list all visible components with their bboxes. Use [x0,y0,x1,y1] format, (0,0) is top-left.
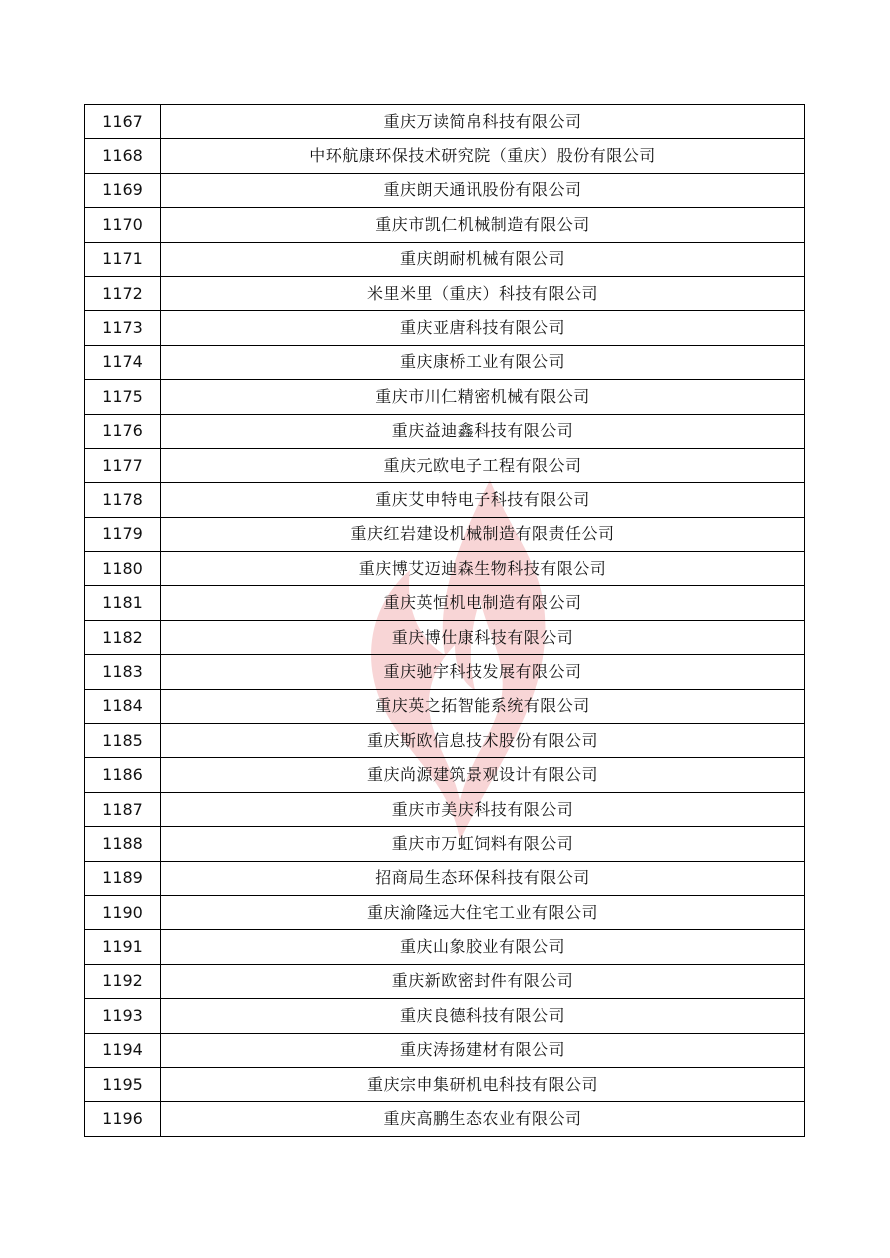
company-name-cell: 重庆亚唐科技有限公司 [161,311,805,345]
company-name-cell: 重庆良德科技有限公司 [161,999,805,1033]
row-number-cell: 1187 [85,792,161,826]
company-name-cell: 重庆尚源建筑景观设计有限公司 [161,758,805,792]
table-row [85,689,805,723]
company-name-cell: 重庆艾申特电子科技有限公司 [161,483,805,517]
company-name-cell: 重庆新欧密封件有限公司 [161,964,805,998]
row-number-cell: 1186 [85,758,161,792]
row-number-cell: 1172 [85,276,161,310]
table-row [85,345,805,379]
company-name-cell: 招商局生态环保科技有限公司 [161,861,805,895]
table-row [85,827,805,861]
table-row [85,517,805,551]
table-row [85,724,805,758]
table-row [85,861,805,895]
company-name-cell: 重庆红岩建设机械制造有限责任公司 [161,517,805,551]
row-number-cell: 1177 [85,448,161,482]
company-name-cell: 重庆市美庆科技有限公司 [161,792,805,826]
company-name-cell: 重庆斯欧信息技术股份有限公司 [161,724,805,758]
company-name-cell: 重庆万读简帛科技有限公司 [161,105,805,139]
table-row [85,242,805,276]
row-number-cell: 1193 [85,999,161,1033]
table-row [85,999,805,1033]
table-row [85,895,805,929]
table-row [85,414,805,448]
table-row [85,1067,805,1101]
company-name-cell: 重庆博艾迈迪森生物科技有限公司 [161,552,805,586]
row-number-cell: 1175 [85,380,161,414]
table-row [85,1033,805,1067]
table-row [85,173,805,207]
company-name-cell: 重庆益迪鑫科技有限公司 [161,414,805,448]
row-number-cell: 1167 [85,105,161,139]
row-number-cell: 1176 [85,414,161,448]
table-row [85,792,805,826]
row-number-cell: 1180 [85,552,161,586]
row-number-cell: 1189 [85,861,161,895]
row-number-cell: 1188 [85,827,161,861]
company-name-cell: 重庆英之拓智能系统有限公司 [161,689,805,723]
table-row [85,276,805,310]
company-name-cell: 重庆朗天通讯股份有限公司 [161,173,805,207]
table-row [85,483,805,517]
table-row [85,620,805,654]
company-name-cell: 重庆市凯仁机械制造有限公司 [161,208,805,242]
table-row [85,758,805,792]
table-row [85,448,805,482]
company-name-cell: 重庆涛扬建材有限公司 [161,1033,805,1067]
table-row [85,964,805,998]
row-number-cell: 1185 [85,724,161,758]
table-row [85,105,805,139]
company-name-cell: 重庆博仕康科技有限公司 [161,620,805,654]
row-number-cell: 1181 [85,586,161,620]
row-number-cell: 1170 [85,208,161,242]
row-number-cell: 1169 [85,173,161,207]
table-row [85,930,805,964]
row-number-cell: 1192 [85,964,161,998]
company-name-cell: 重庆元欧电子工程有限公司 [161,448,805,482]
row-number-cell: 1183 [85,655,161,689]
table-row [85,139,805,173]
row-number-cell: 1174 [85,345,161,379]
row-number-cell: 1168 [85,139,161,173]
row-number-cell: 1171 [85,242,161,276]
company-name-cell: 重庆市万虹饲料有限公司 [161,827,805,861]
row-number-cell: 1191 [85,930,161,964]
company-name-cell: 中环航康环保技术研究院（重庆）股份有限公司 [161,139,805,173]
row-number-cell: 1179 [85,517,161,551]
table-row [85,552,805,586]
table-row [85,208,805,242]
table-row [85,380,805,414]
company-name-cell: 重庆朗耐机械有限公司 [161,242,805,276]
company-name-cell: 重庆市川仁精密机械有限公司 [161,380,805,414]
row-number-cell: 1194 [85,1033,161,1067]
company-name-cell: 米里米里（重庆）科技有限公司 [161,276,805,310]
row-number-cell: 1182 [85,620,161,654]
table-row [85,586,805,620]
company-name-cell: 重庆渝隆远大住宅工业有限公司 [161,895,805,929]
row-number-cell: 1196 [85,1102,161,1136]
row-number-cell: 1184 [85,689,161,723]
table-row [85,1102,805,1136]
row-number-cell: 1195 [85,1067,161,1101]
company-name-cell: 重庆高鹏生态农业有限公司 [161,1102,805,1136]
row-number-cell: 1173 [85,311,161,345]
company-name-cell: 重庆英恒机电制造有限公司 [161,586,805,620]
row-number-cell: 1178 [85,483,161,517]
row-number-cell: 1190 [85,895,161,929]
table-row [85,655,805,689]
table-row [85,311,805,345]
company-table [84,104,805,1137]
company-name-cell: 重庆山象胶业有限公司 [161,930,805,964]
company-name-cell: 重庆康桥工业有限公司 [161,345,805,379]
company-name-cell: 重庆驰宇科技发展有限公司 [161,655,805,689]
company-name-cell: 重庆宗申集研机电科技有限公司 [161,1067,805,1101]
company-table-body [85,105,805,1137]
